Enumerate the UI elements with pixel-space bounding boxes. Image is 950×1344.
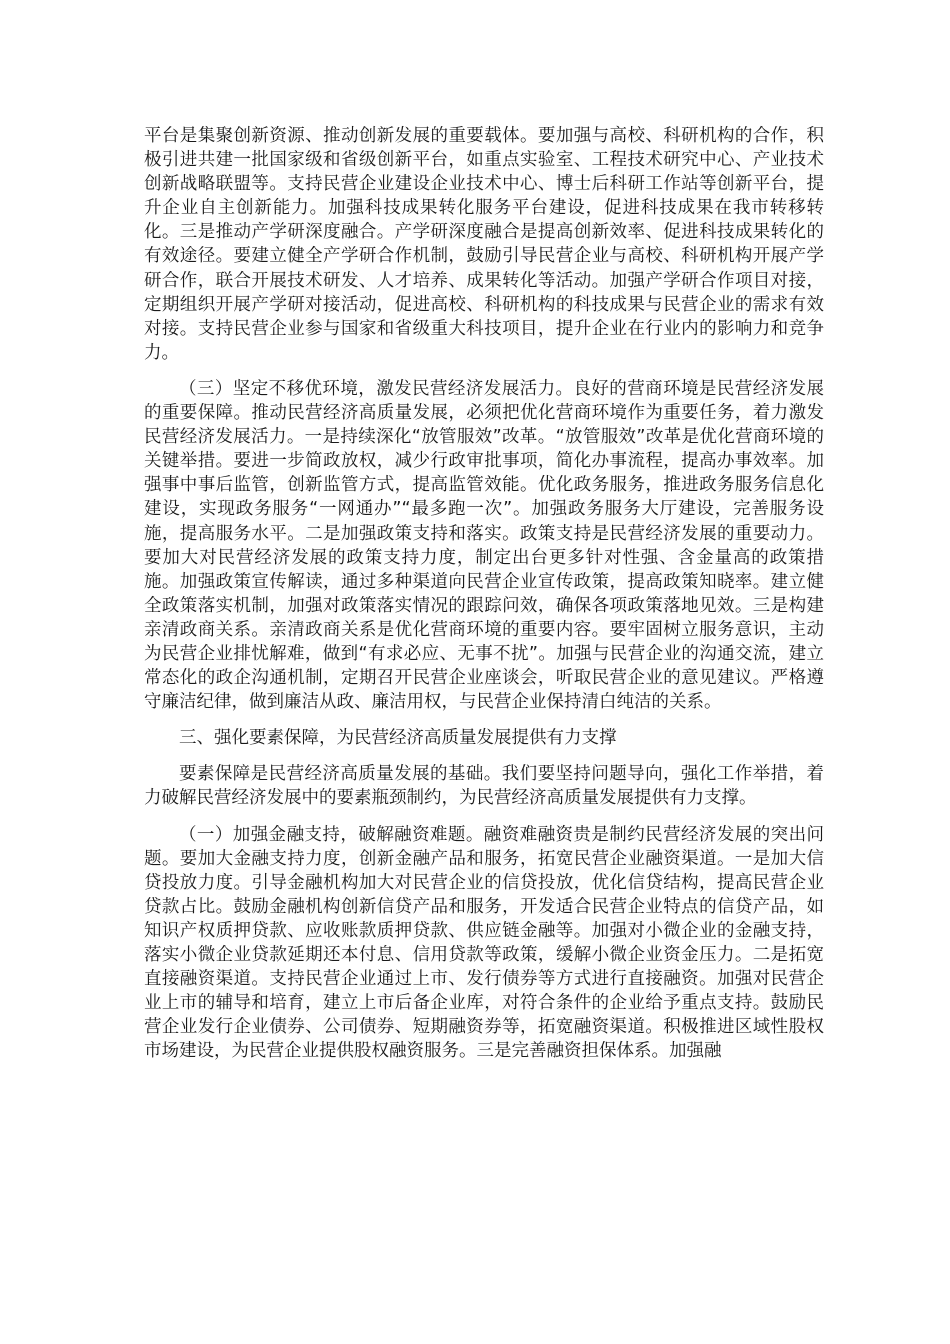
paragraph-continuation: 平台是集聚创新资源、推动创新发展的重要载体。要加强与高校、科研机构的合作，积极引进共建一批国家级和省级创新平台，如重点实验室、工程技术研究中心、产业技术创新战略联盟等。支持民营企业建设企业技术中心、博士后科研工作站等创新平台，提升企业自主创新能力。加强科技成果转化服务平台建设，促进科技成果在我市转移转化。三是推动产学研深度融合。产学研深度融合是提高创新效率、促进科技成果转化的有效途径。要建立健全产学研合作机制，鼓励引导民营企业与高校、科研机构开展产学研合作，联合开展技术研发、人才培养、成果转化等活动。加强产学研合作项目对接，定期组织开展产学研对接活动，促进高校、科研机构的科技成果与民营企业的需求有效对接。支持民营企业参与国家和省级重大科技项目，提升企业在行业内的影响力和竞争力。 xyxy=(144,126,824,363)
paragraph-finance-support: （一）加强金融支持，破解融资难题。融资难融资贵是制约民营经济发展的突出问题。要加大金融支持力度，创新金融产品和服务，拓宽民营企业融资渠道。一是加大信贷投放力度。引导金融机构加大对民营企业的信贷投放，优化信贷结构，提高民营企业贷款占比。鼓励金融机构创新信贷产品和服务，开发适合民营企业特点的信贷产品，如知识产权质押贷款、应收账款质押贷款、供应链金融等。加强对小微企业的金融支持，落实小微企业贷款延期还本付息、信用贷款等政策，缓解小微企业资金压力。二是拓宽直接融资渠道。支持民营企业通过上市、发行债券等方式进行直接融资。加强对民营企业上市的辅导和培育，建立上市后备企业库，对符合条件的企业给予重点支持。鼓励民营企业发行企业债券、公司债券、短期融资券等，拓宽融资渠道。积极推进区域性股权市场建设，为民营企业提供股权融资服务。三是完善融资担保体系。加强融 xyxy=(144,824,824,1062)
paragraph-environment: （三）坚定不移优环境，激发民营经济发展活力。良好的营商环境是民营经济发展的重要保障。推动民营经济高质量发展，必须把优化营商环境作为重要任务，着力激发民营经济发展活力。一是持续深化“放管服效”改革。“放管服效”改革是优化营商环境的关键举措。要进一步简政放权，减少行政审批事项，简化办事流程，提高办事效率。加强事中事后监管，创新监管方式，提高监管效能。优化政务服务，推进政务服务信息化建设，实现政务服务“一网通办”“最多跑一次”。加强政务服务大厅建设，完善服务设施，提高服务水平。二是加强政策支持和落实。政策支持是民营经济发展的重要动力。要加大对民营经济发展的政策支持力度，制定出台更多针对性强、含金量高的政策措施。加强政策宣传解读，通过多种渠道向民营企业宣传政策，提高政策知晓率。建立健全政策落实机制，加强对政策落实情况的跟踪问效，确保各项政策落地见效。三是构建亲清政商关系。亲清政商关系是优化营商环境的重要内容。要牢固树立服务意识，主动为民营企业排忧解难，做到“有求必应、无事不扰”。加强与民营企业的沟通交流，建立常态化的政企沟通机制，定期召开民营企业座谈会，听取民营企业的意见建议。严格遵守廉洁纪律，做到廉洁从政、廉洁用权，与民营企业保持清白纯洁的关系。 xyxy=(144,378,824,713)
section-heading-three: 三、强化要素保障，为民营经济高质量发展提供有力支撑 xyxy=(179,728,617,749)
paragraph-factor-intro: 要素保障是民营经济高质量发展的基础。我们要坚持问题导向，强化工作举措，着力破解民营经济发展中的要素瓶颈制约，为民营经济高质量发展提供有力支撑。 xyxy=(144,764,824,809)
document-body xyxy=(144,124,824,1075)
